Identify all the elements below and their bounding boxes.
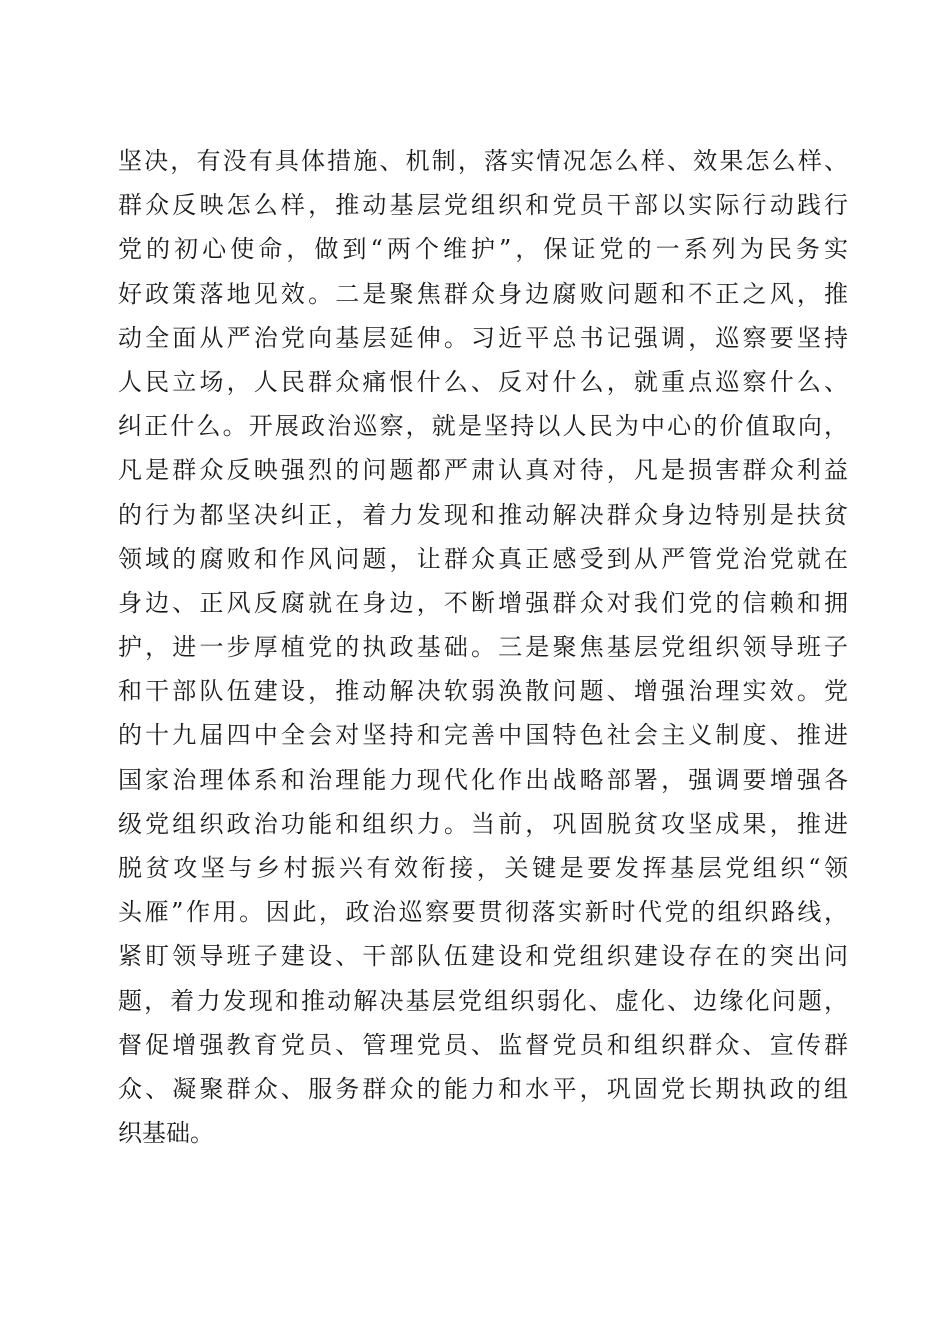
paragraph-line: 织基础。 (118, 1119, 214, 1148)
paragraph-line: 动全面从严治党向基层延伸。习近平总书记强调，巡察要坚持 (118, 323, 848, 352)
paragraph-line: 坚决，有没有具体措施、机制，落实情况怎么样、效果怎么样、 (118, 147, 848, 175)
paragraph-line: 党的初心使命，做到“两个维护”，保证党的一系列为民务实 (118, 235, 848, 264)
paragraph-line: 领域的腐败和作风问题，让群众真正感受到从严管党治党就在 (118, 544, 848, 573)
paragraph-line: 的十九届四中全会对坚持和完善中国特色社会主义制度、推进 (118, 721, 848, 750)
paragraph-line: 护，进一步厚植党的执政基础。三是聚焦基层党组织领导班子 (118, 633, 848, 662)
paragraph-line: 国家治理体系和治理能力现代化作出战略部署，强调要增强各 (118, 765, 848, 794)
paragraph-line: 众、凝聚群众、服务群众的能力和水平，巩固党长期执政的组 (118, 1074, 848, 1103)
paragraph-line: 紧盯领导班子建设、干部队伍建设和党组织建设存在的突出问 (118, 942, 848, 971)
paragraph-line: 纠正什么。开展政治巡察，就是坚持以人民为中心的价值取向， (118, 412, 848, 441)
paragraph-line: 和干部队伍建设，推动解决软弱涣散问题、增强治理实效。党 (118, 677, 848, 706)
paragraph-line: 题，着力发现和推动解决基层党组织弱化、虚化、边缘化问题， (118, 986, 848, 1015)
paragraph-line: 人民立场，人民群众痛恨什么、反对什么，就重点巡察什么、 (118, 367, 848, 396)
paragraph-line: 督促增强教育党员、管理党员、监督党员和组织群众、宣传群 (118, 1030, 848, 1059)
body-paragraph (118, 139, 848, 1155)
paragraph-line: 头雁”作用。因此，政治巡察要贯彻落实新时代党的组织路线， (118, 898, 848, 927)
paragraph-line: 凡是群众反映强烈的问题都严肃认真对待，凡是损害群众利益 (118, 456, 848, 485)
paragraph-line: 好政策落地见效。二是聚焦群众身边腐败问题和不正之风，推 (118, 279, 848, 308)
paragraph-line: 脱贫攻坚与乡村振兴有效衔接，关键是要发挥基层党组织“领 (118, 854, 848, 882)
paragraph-line: 群众反映怎么样，推动基层党组织和党员干部以实际行动践行 (118, 191, 848, 220)
paragraph-line: 身边、正风反腐就在身边，不断增强群众对我们党的信赖和拥 (118, 588, 848, 617)
paragraph-line: 级党组织政治功能和组织力。当前，巩固脱贫攻坚成果，推进 (118, 809, 848, 838)
paragraph-line: 的行为都坚决纠正，着力发现和推动解决群众身边特别是扶贫 (118, 500, 848, 529)
